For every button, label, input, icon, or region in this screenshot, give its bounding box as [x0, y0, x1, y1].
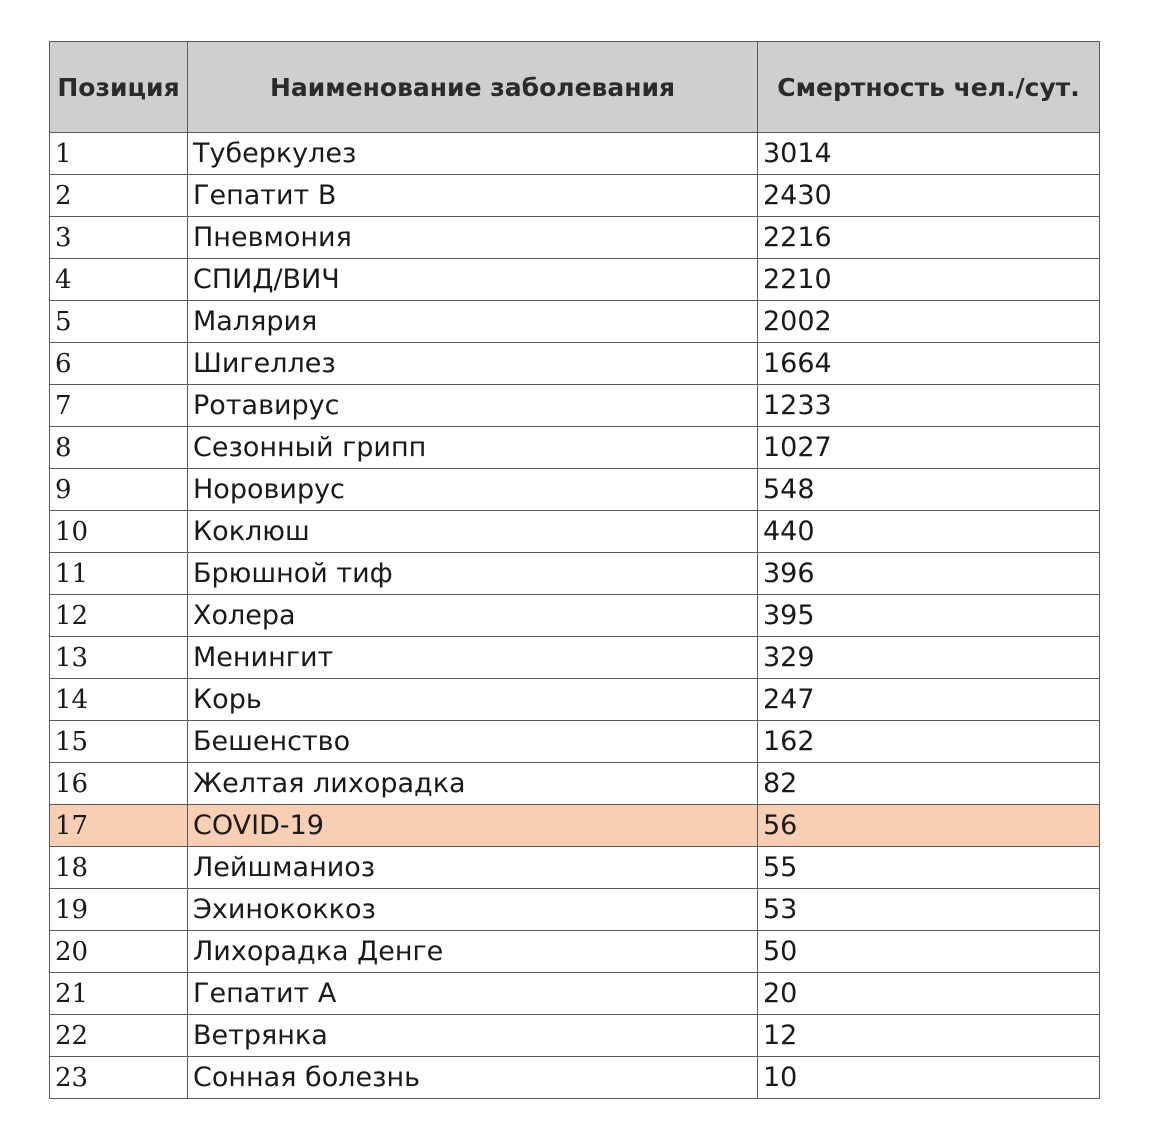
position-cell: 9 [50, 469, 188, 511]
disease-name-cell: Ротавирус [188, 385, 758, 427]
disease-name-cell: Холера [188, 595, 758, 637]
table-row [50, 385, 1100, 427]
disease-name-cell: Коклюш [188, 511, 758, 553]
table-row [50, 679, 1100, 721]
position-cell: 4 [50, 259, 188, 301]
table-row [50, 259, 1100, 301]
disease-name-cell: Желтая лихорадка [188, 763, 758, 805]
table-row [50, 889, 1100, 931]
position-cell: 10 [50, 511, 188, 553]
disease-name-cell: СПИД/ВИЧ [188, 259, 758, 301]
disease-name-cell: Сезонный грипп [188, 427, 758, 469]
mortality-cell: 247 [758, 679, 1100, 721]
position-cell: 21 [50, 973, 188, 1015]
table-row [50, 973, 1100, 1015]
table-body [50, 133, 1100, 1099]
mortality-cell: 12 [758, 1015, 1100, 1057]
table-row [50, 1015, 1100, 1057]
mortality-cell: 2430 [758, 175, 1100, 217]
header-disease-name: Наименование заболевания [188, 42, 758, 133]
position-cell: 15 [50, 721, 188, 763]
mortality-cell: 395 [758, 595, 1100, 637]
disease-mortality-table-container [49, 41, 1099, 1099]
mortality-cell: 329 [758, 637, 1100, 679]
disease-name-cell: Эхинококкоз [188, 889, 758, 931]
disease-name-cell: COVID-19 [188, 805, 758, 847]
mortality-cell: 50 [758, 931, 1100, 973]
disease-name-cell: Сонная болезнь [188, 1057, 758, 1099]
mortality-cell: 3014 [758, 133, 1100, 175]
disease-name-cell: Гепатит В [188, 175, 758, 217]
table-row [50, 721, 1100, 763]
disease-name-cell: Менингит [188, 637, 758, 679]
table-row [50, 343, 1100, 385]
position-cell: 23 [50, 1057, 188, 1099]
mortality-cell: 55 [758, 847, 1100, 889]
table-header-row [50, 42, 1100, 133]
mortality-cell: 548 [758, 469, 1100, 511]
disease-name-cell: Туберкулез [188, 133, 758, 175]
position-cell: 22 [50, 1015, 188, 1057]
disease-name-cell: Норовирус [188, 469, 758, 511]
mortality-cell: 440 [758, 511, 1100, 553]
mortality-cell: 1664 [758, 343, 1100, 385]
position-cell: 7 [50, 385, 188, 427]
position-cell: 2 [50, 175, 188, 217]
mortality-cell: 53 [758, 889, 1100, 931]
table-row [50, 1057, 1100, 1099]
disease-name-cell: Брюшной тиф [188, 553, 758, 595]
mortality-cell: 2216 [758, 217, 1100, 259]
mortality-cell: 10 [758, 1057, 1100, 1099]
table-row [50, 805, 1100, 847]
table-row [50, 133, 1100, 175]
table-row [50, 301, 1100, 343]
table-row [50, 469, 1100, 511]
position-cell: 17 [50, 805, 188, 847]
position-cell: 13 [50, 637, 188, 679]
position-cell: 1 [50, 133, 188, 175]
table-row [50, 553, 1100, 595]
position-cell: 8 [50, 427, 188, 469]
table-row [50, 763, 1100, 805]
mortality-cell: 1027 [758, 427, 1100, 469]
mortality-cell: 162 [758, 721, 1100, 763]
mortality-cell: 20 [758, 973, 1100, 1015]
table-row [50, 931, 1100, 973]
disease-name-cell: Ветрянка [188, 1015, 758, 1057]
disease-name-cell: Лихорадка Денге [188, 931, 758, 973]
mortality-cell: 1233 [758, 385, 1100, 427]
table-row [50, 637, 1100, 679]
position-cell: 16 [50, 763, 188, 805]
disease-name-cell: Пневмония [188, 217, 758, 259]
disease-name-cell: Лейшманиоз [188, 847, 758, 889]
table-row [50, 175, 1100, 217]
table-row [50, 427, 1100, 469]
position-cell: 18 [50, 847, 188, 889]
disease-name-cell: Бешенство [188, 721, 758, 763]
disease-mortality-table [49, 41, 1100, 1099]
table-row [50, 595, 1100, 637]
position-cell: 5 [50, 301, 188, 343]
position-cell: 3 [50, 217, 188, 259]
position-cell: 20 [50, 931, 188, 973]
disease-name-cell: Корь [188, 679, 758, 721]
disease-name-cell: Гепатит А [188, 973, 758, 1015]
mortality-cell: 2210 [758, 259, 1100, 301]
table-row [50, 217, 1100, 259]
position-cell: 11 [50, 553, 188, 595]
mortality-cell: 82 [758, 763, 1100, 805]
mortality-cell: 56 [758, 805, 1100, 847]
header-position: Позиция [50, 42, 188, 133]
header-mortality: Смертность чел./сут. [758, 42, 1100, 133]
mortality-cell: 396 [758, 553, 1100, 595]
disease-name-cell: Шигеллез [188, 343, 758, 385]
position-cell: 6 [50, 343, 188, 385]
position-cell: 14 [50, 679, 188, 721]
disease-name-cell: Малярия [188, 301, 758, 343]
mortality-cell: 2002 [758, 301, 1100, 343]
position-cell: 19 [50, 889, 188, 931]
position-cell: 12 [50, 595, 188, 637]
table-row [50, 511, 1100, 553]
table-row [50, 847, 1100, 889]
